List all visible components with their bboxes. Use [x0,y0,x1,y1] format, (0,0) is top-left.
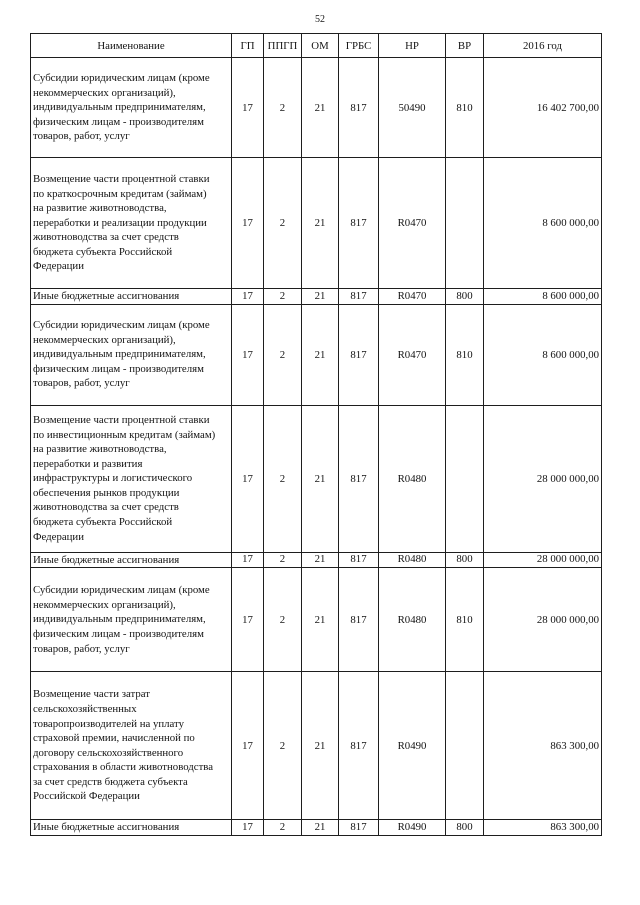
cell-amount-2016: 16 402 700,00 [484,58,602,158]
cell-name: Возмещение части процентной ставки по краткосрочным кредитам (займам) на развитие животноводства, переработки и реализации продукции животноводства за счет средств бюджета субъекта Российской Федерации [31,158,232,289]
cell-nr: R0470 [379,289,446,305]
cell-gp: 17 [232,304,264,405]
cell-ppgp: 2 [264,304,302,405]
cell-name: Иные бюджетные ассигнования [31,820,232,836]
table-row [31,304,602,405]
cell-om: 21 [302,552,339,568]
cell-amount-2016: 863 300,00 [484,672,602,820]
header-ppgp: ППГП [264,34,302,58]
cell-name: Субсидии юридическим лицам (кроме некоммерческих организаций), индивидуальным предпринимателям, физическим лицам - производителям товаров, работ, услуг [31,304,232,405]
cell-grbs: 817 [339,568,379,672]
cell-gp: 17 [232,158,264,289]
cell-amount-2016: 28 000 000,00 [484,405,602,552]
cell-amount-2016: 28 000 000,00 [484,568,602,672]
cell-vr [446,672,484,820]
cell-gp: 17 [232,405,264,552]
table-row [31,552,602,568]
cell-ppgp: 2 [264,568,302,672]
header-2016: 2016 год [484,34,602,58]
cell-gp: 17 [232,58,264,158]
cell-ppgp: 2 [264,289,302,305]
cell-gp: 17 [232,568,264,672]
header-om: ОМ [302,34,339,58]
cell-nr: 50490 [379,58,446,158]
table-header-row [31,34,602,58]
cell-vr: 800 [446,552,484,568]
header-grbs: ГРБС [339,34,379,58]
page-number: 52 [315,14,325,25]
cell-nr: R0490 [379,820,446,836]
cell-om: 21 [302,672,339,820]
cell-ppgp: 2 [264,672,302,820]
header-vr: ВР [446,34,484,58]
cell-vr: 810 [446,58,484,158]
cell-grbs: 817 [339,405,379,552]
cell-gp: 17 [232,552,264,568]
cell-grbs: 817 [339,58,379,158]
cell-vr [446,405,484,552]
cell-amount-2016: 8 600 000,00 [484,289,602,305]
cell-nr: R0490 [379,672,446,820]
cell-om: 21 [302,158,339,289]
table-row [31,289,602,305]
cell-grbs: 817 [339,552,379,568]
cell-amount-2016: 863 300,00 [484,820,602,836]
cell-grbs: 817 [339,672,379,820]
cell-nr: R0480 [379,552,446,568]
cell-ppgp: 2 [264,405,302,552]
cell-om: 21 [302,568,339,672]
cell-ppgp: 2 [264,58,302,158]
cell-vr: 800 [446,289,484,305]
cell-gp: 17 [232,672,264,820]
cell-gp: 17 [232,289,264,305]
table-row [31,58,602,158]
cell-ppgp: 2 [264,158,302,289]
cell-nr: R0480 [379,405,446,552]
cell-gp: 17 [232,820,264,836]
header-name: Наименование [31,34,232,58]
table-row [31,672,602,820]
header-gp: ГП [232,34,264,58]
cell-om: 21 [302,58,339,158]
cell-nr: R0470 [379,158,446,289]
cell-name: Иные бюджетные ассигнования [31,289,232,305]
cell-ppgp: 2 [264,552,302,568]
cell-vr [446,158,484,289]
cell-nr: R0480 [379,568,446,672]
cell-vr: 810 [446,568,484,672]
cell-vr: 800 [446,820,484,836]
cell-om: 21 [302,820,339,836]
cell-om: 21 [302,405,339,552]
cell-amount-2016: 28 000 000,00 [484,552,602,568]
cell-om: 21 [302,304,339,405]
budget-table [30,33,602,836]
cell-name: Субсидии юридическим лицам (кроме некоммерческих организаций), индивидуальным предпринимателям, физическим лицам - производителям товаров, работ, услуг [31,568,232,672]
cell-om: 21 [302,289,339,305]
table-row [31,158,602,289]
cell-grbs: 817 [339,158,379,289]
header-nr: НР [379,34,446,58]
table-row [31,568,602,672]
table-row [31,405,602,552]
cell-name: Возмещение части процентной ставки по инвестиционным кредитам (займам) на развитие животноводства, переработки и развития инфраструктуры и логистического обеспечения рынков продукции животноводства за счет средств бюджета субъекта Российской Федерации [31,405,232,552]
cell-amount-2016: 8 600 000,00 [484,304,602,405]
cell-vr: 810 [446,304,484,405]
table-body [31,58,602,836]
cell-name: Возмещение части затрат сельскохозяйственных товаропроизводителей на уплату страховой премии, начисленной по договору сельскохозяйственного страхования в области животноводства за счет средств бюджета субъекта Российской Федерации [31,672,232,820]
cell-name: Иные бюджетные ассигнования [31,552,232,568]
cell-grbs: 817 [339,304,379,405]
cell-amount-2016: 8 600 000,00 [484,158,602,289]
table-row [31,820,602,836]
cell-name: Субсидии юридическим лицам (кроме некоммерческих организаций), индивидуальным предпринимателям, физическим лицам - производителям товаров, работ, услуг [31,58,232,158]
cell-nr: R0470 [379,304,446,405]
cell-grbs: 817 [339,820,379,836]
cell-ppgp: 2 [264,820,302,836]
cell-grbs: 817 [339,289,379,305]
